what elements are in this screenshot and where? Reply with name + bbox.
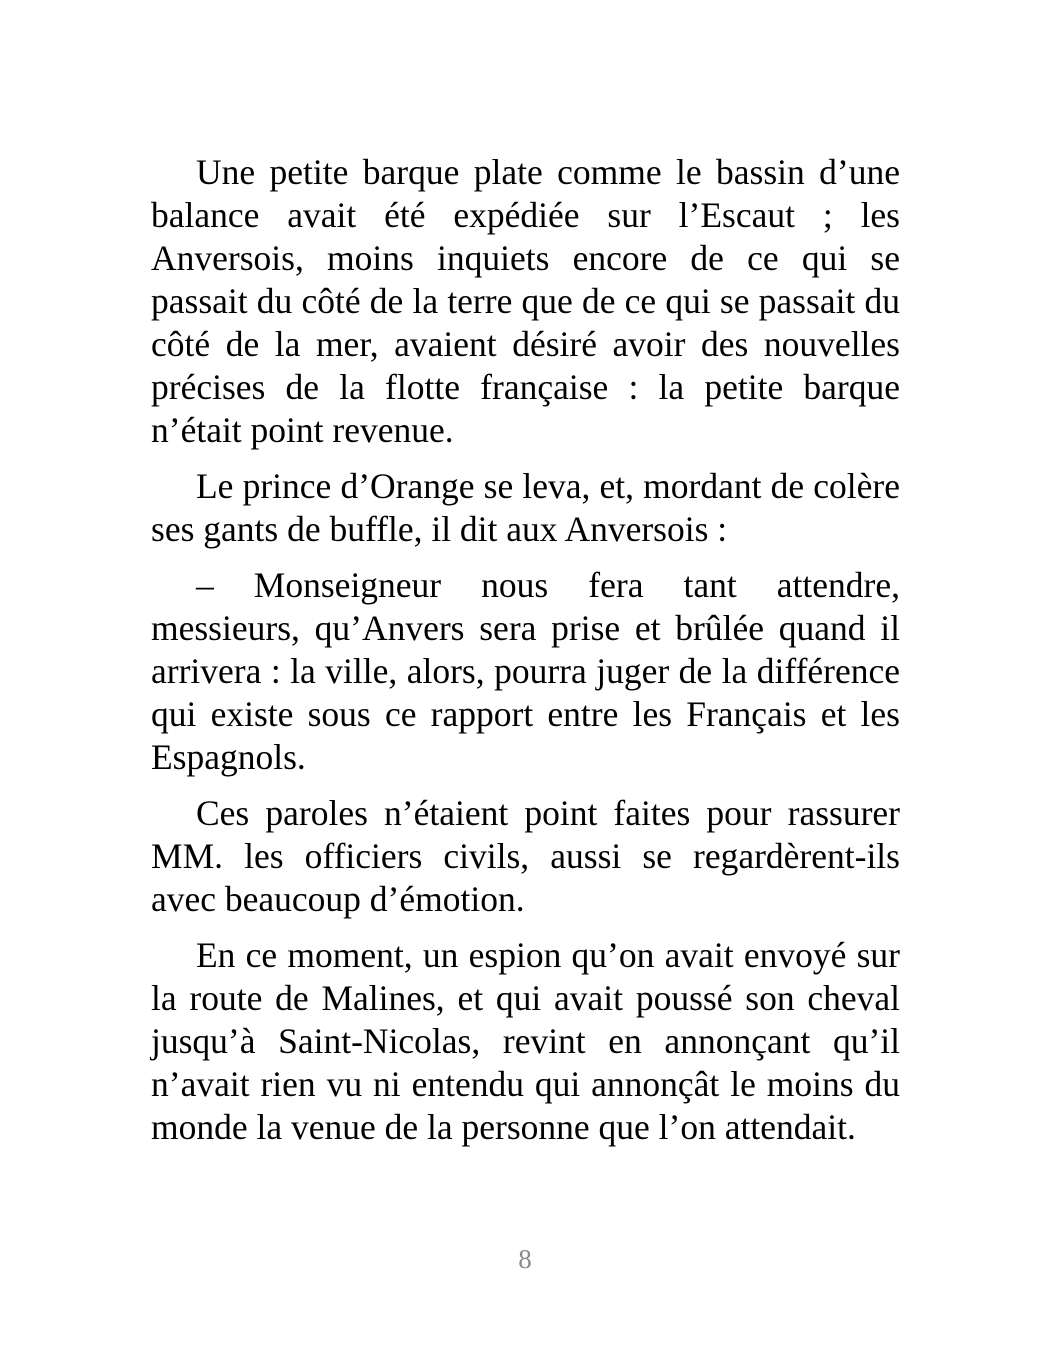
paragraph-5: En ce moment, un espion qu’on avait envoyé sur la route de Malines, et qui avait poussé son cheval jusqu’à Saint-Nicolas, revint en annonçant qu’il n’avait rien vu ni entendu qui annonçât le moins du monde la venue de la personne que l’on attendait. <box>151 935 900 1147</box>
paragraph-1: Une petite barque plate comme le bassin d’une balance avait été expédiée sur l’Escaut ; les Anversois, moins inquiets encore de ce qui se passait du côté de la terre que de ce qui se passait du côté de la mer, avaient désiré avoir des nouvelles précises de la flotte française : la petite barque n’était point revenue. <box>151 152 900 450</box>
body-text <box>151 151 900 1162</box>
paragraph-3: – Monseigneur nous fera tant attendre, messieurs, qu’Anvers sera prise et brûlée quand il arrivera : la ville, alors, pourra juger de la différence qui existe sous ce rapport entre les Français et les Espagnols. <box>151 565 900 777</box>
paragraph-2: Le prince d’Orange se leva, et, mordant de colère ses gants de buffle, il dit aux Anversois : <box>151 466 900 549</box>
page-number: 8 <box>518 1244 532 1274</box>
paragraph-4: Ces paroles n’étaient point faites pour rassurer MM. les officiers civils, aussi se regardèrent-ils avec beaucoup d’émotion. <box>151 793 900 919</box>
